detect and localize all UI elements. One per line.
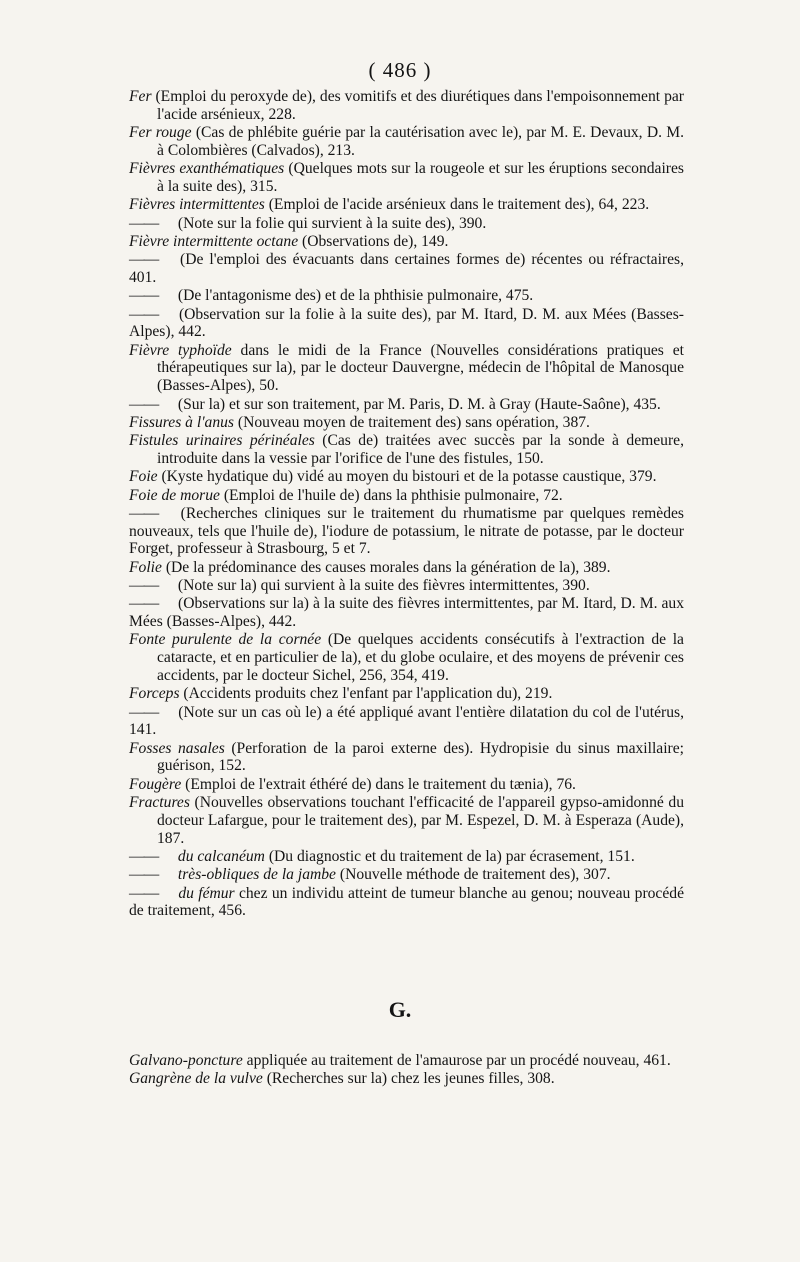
index-entry (129, 866, 684, 884)
ditto-dash: —— (129, 866, 159, 884)
entry-text: (Recherches sur la) chez les jeunes filles, 308. (262, 1070, 555, 1088)
ditto-dash: —— (129, 847, 159, 865)
entry-term: Fer rouge (129, 124, 192, 142)
ditto-dash: —— (129, 214, 159, 232)
ditto-dash: —— (129, 251, 159, 269)
entry-text: dans le midi de la France (Nouvelles considérations pratiques et thérapeutiques sur la), par le docteur Dauvergne, médecin de l'hôpital de Manosque (Basses-Alpes), 50. (157, 341, 684, 395)
entry-text: (Sur la) et sur son traitement, par M. Paris, D. M. à Gray (Haute-Saône), 435. (174, 395, 661, 413)
entry-text: (Nouvelle méthode de traitement des), 307. (335, 866, 611, 884)
entry-term: Fièvres intermittentes (129, 196, 265, 214)
index-entry (129, 1070, 684, 1088)
index-entry (129, 794, 684, 847)
entry-term: très-obliques de la jambe (174, 866, 336, 884)
entry-text: (Kyste hydatique du) vidé au moyen du bistouri et de la potasse caustique, 379. (157, 468, 657, 486)
index-entry (129, 740, 684, 776)
entry-text: (Emploi du peroxyde de), des vomitifs et des diurétiques dans l'empoisonnement par l'acide arsénieux, 228. (151, 88, 684, 123)
entry-text: (Nouveau moyen de traitement des) sans opération, 387. (234, 413, 590, 431)
index-entry (129, 704, 684, 740)
entry-term: Folie (129, 558, 162, 576)
entry-text: chez un individu atteint de tumeur blanche au genou; nouveau procédé de traitement, 456. (129, 884, 684, 920)
index-entry (129, 306, 684, 342)
index-entry (129, 577, 684, 595)
entry-text: (Du diagnostic et du traitement de la) par écrasement, 151. (264, 847, 635, 865)
entry-text: (Cas de) traitées avec succès par la sonde à demeure, introduite dans la vessie par l'orifice de l'une des fistules, 150. (157, 432, 684, 467)
entry-text: (Observations de), 149. (298, 232, 449, 250)
entry-text: (Note sur un cas où le) a été appliqué avant l'entière dilatation du col de l'utérus, 141. (129, 703, 684, 739)
ditto-dash: —— (129, 577, 159, 595)
index-entry (129, 432, 684, 468)
index-entry (129, 505, 684, 558)
entry-text: (Emploi de l'huile de) dans la phthisie pulmonaire, 72. (219, 486, 563, 504)
entry-text: (De la prédominance des causes morales dans la génération de la), 389. (161, 558, 611, 576)
index-entry (129, 468, 684, 486)
index-entry (129, 414, 684, 432)
index-entry (129, 215, 684, 233)
entry-term: Fièvre intermittente octane (129, 232, 299, 250)
entry-text: (Note sur la folie qui survient à la suite des), 390. (174, 214, 487, 232)
entry-term: Fosses nasales (129, 739, 225, 757)
index-entry (129, 251, 684, 287)
ditto-dash: —— (129, 305, 159, 323)
entry-text: appliquée au traitement de l'amaurose par un procédé nouveau, 461. (242, 1052, 671, 1069)
index-entry (129, 685, 684, 703)
index-entry (129, 196, 684, 214)
index-entries-f (129, 88, 684, 921)
index-entry (129, 287, 684, 305)
section-letter-heading: G. (388, 997, 412, 1022)
index-entry (129, 88, 684, 124)
entry-term: Fonte purulente de la cornée (129, 631, 322, 649)
entry-term: Gangrène de la vulve (129, 1070, 263, 1088)
entry-term: Fissures à l'anus (129, 413, 234, 431)
entry-text: (Accidents produits chez l'enfant par l'application du), 219. (179, 685, 553, 703)
entry-text: (Perforation de la paroi externe des). Hydropisie du sinus maxillaire; guérison, 152. (157, 739, 684, 775)
index-entry (129, 848, 684, 866)
index-entry (129, 487, 684, 505)
entry-term: Foie de morue (129, 486, 220, 504)
entry-text: (De l'emploi des évacuants dans certaines formes de) récentes ou réfractaires, 401. (129, 251, 684, 286)
entry-text: (Observation sur la folie à la suite des), par M. Itard, D. M. aux Mées (Basses-Alpes), 442. (129, 305, 684, 341)
entry-term: Foie (129, 468, 158, 486)
index-entry (129, 595, 684, 631)
entry-term: Forceps (129, 685, 180, 703)
entry-text: (Nouvelles observations touchant l'efficacité de l'appareil gypso-amidonné du docteur Lafargue, pour le traitement des), par M. Espezel, D. M. à Esperaza (Aude), 187. (157, 794, 684, 847)
entry-term: Galvano-poncture (129, 1052, 243, 1069)
entry-text: (Cas de phlébite guérie par la cautérisation avec le), par M. E. Devaux, D. M. à Colombières (Calvados), 213. (157, 124, 685, 159)
index-entry (129, 233, 684, 251)
entry-text: (De quelques accidents consécutifs à l'extraction de la cataracte, et en particulier de la), et du globe oculaire, et des moyens de prévenir ces accidents, par le docteur Sichel, 256, 354, 419. (157, 631, 684, 684)
entry-text: (De l'antagonisme des) et de la phthisie pulmonaire, 475. (174, 287, 534, 305)
index-entry (129, 776, 684, 794)
index-entry (129, 124, 684, 160)
entry-term: Fièvre typhoïde (129, 341, 232, 359)
entry-term: du calcanéum (174, 847, 265, 865)
ditto-dash: —— (129, 884, 159, 902)
entry-text: (Emploi de l'acide arsénieux dans le traitement des), 64, 223. (264, 196, 650, 214)
entry-term: Fractures (129, 794, 190, 812)
entry-term: Fer (129, 88, 152, 105)
index-entry (129, 631, 684, 684)
ditto-dash: —— (129, 595, 159, 613)
index-entry (129, 1052, 684, 1070)
ditto-dash: —— (129, 703, 159, 721)
entry-text: (Emploi de l'extrait éthéré de) dans le traitement du tænia), 76. (181, 775, 576, 793)
ditto-dash: —— (129, 395, 159, 413)
page-number: ( 486 ) (368, 58, 432, 82)
index-entry (129, 885, 684, 921)
entry-text: (Observations sur la) à la suite des fièvres intermittentes, par M. Itard, D. M. aux Mées (Basses-Alpes), 442. (129, 595, 684, 631)
entry-text: (Quelques mots sur la rougeole et sur les éruptions secondaires à la suite des), 315. (157, 160, 684, 195)
index-entry (129, 342, 684, 395)
index-entries-g (129, 1052, 684, 1089)
ditto-dash: —— (129, 287, 159, 305)
index-entry (129, 559, 684, 577)
index-entry (129, 396, 684, 414)
index-entry (129, 160, 684, 196)
entry-term: Fistules urinaires périnéales (129, 432, 315, 450)
entry-term: du fémur (174, 884, 235, 902)
entry-term: Fièvres exanthématiques (129, 160, 285, 178)
entry-term: Fougère (129, 775, 182, 793)
entry-text: (Note sur la) qui survient à la suite des fièvres intermittentes, 390. (174, 577, 590, 595)
ditto-dash: —— (129, 504, 159, 522)
entry-text: (Recherches cliniques sur le traitement du rhumatisme par quelques remèdes nouveaux, tels que l'huile de), l'iodure de potassium, le nitrate de potasse, par le docteur Forget, professeur à Strasbourg, 5 et 7. (129, 504, 684, 558)
